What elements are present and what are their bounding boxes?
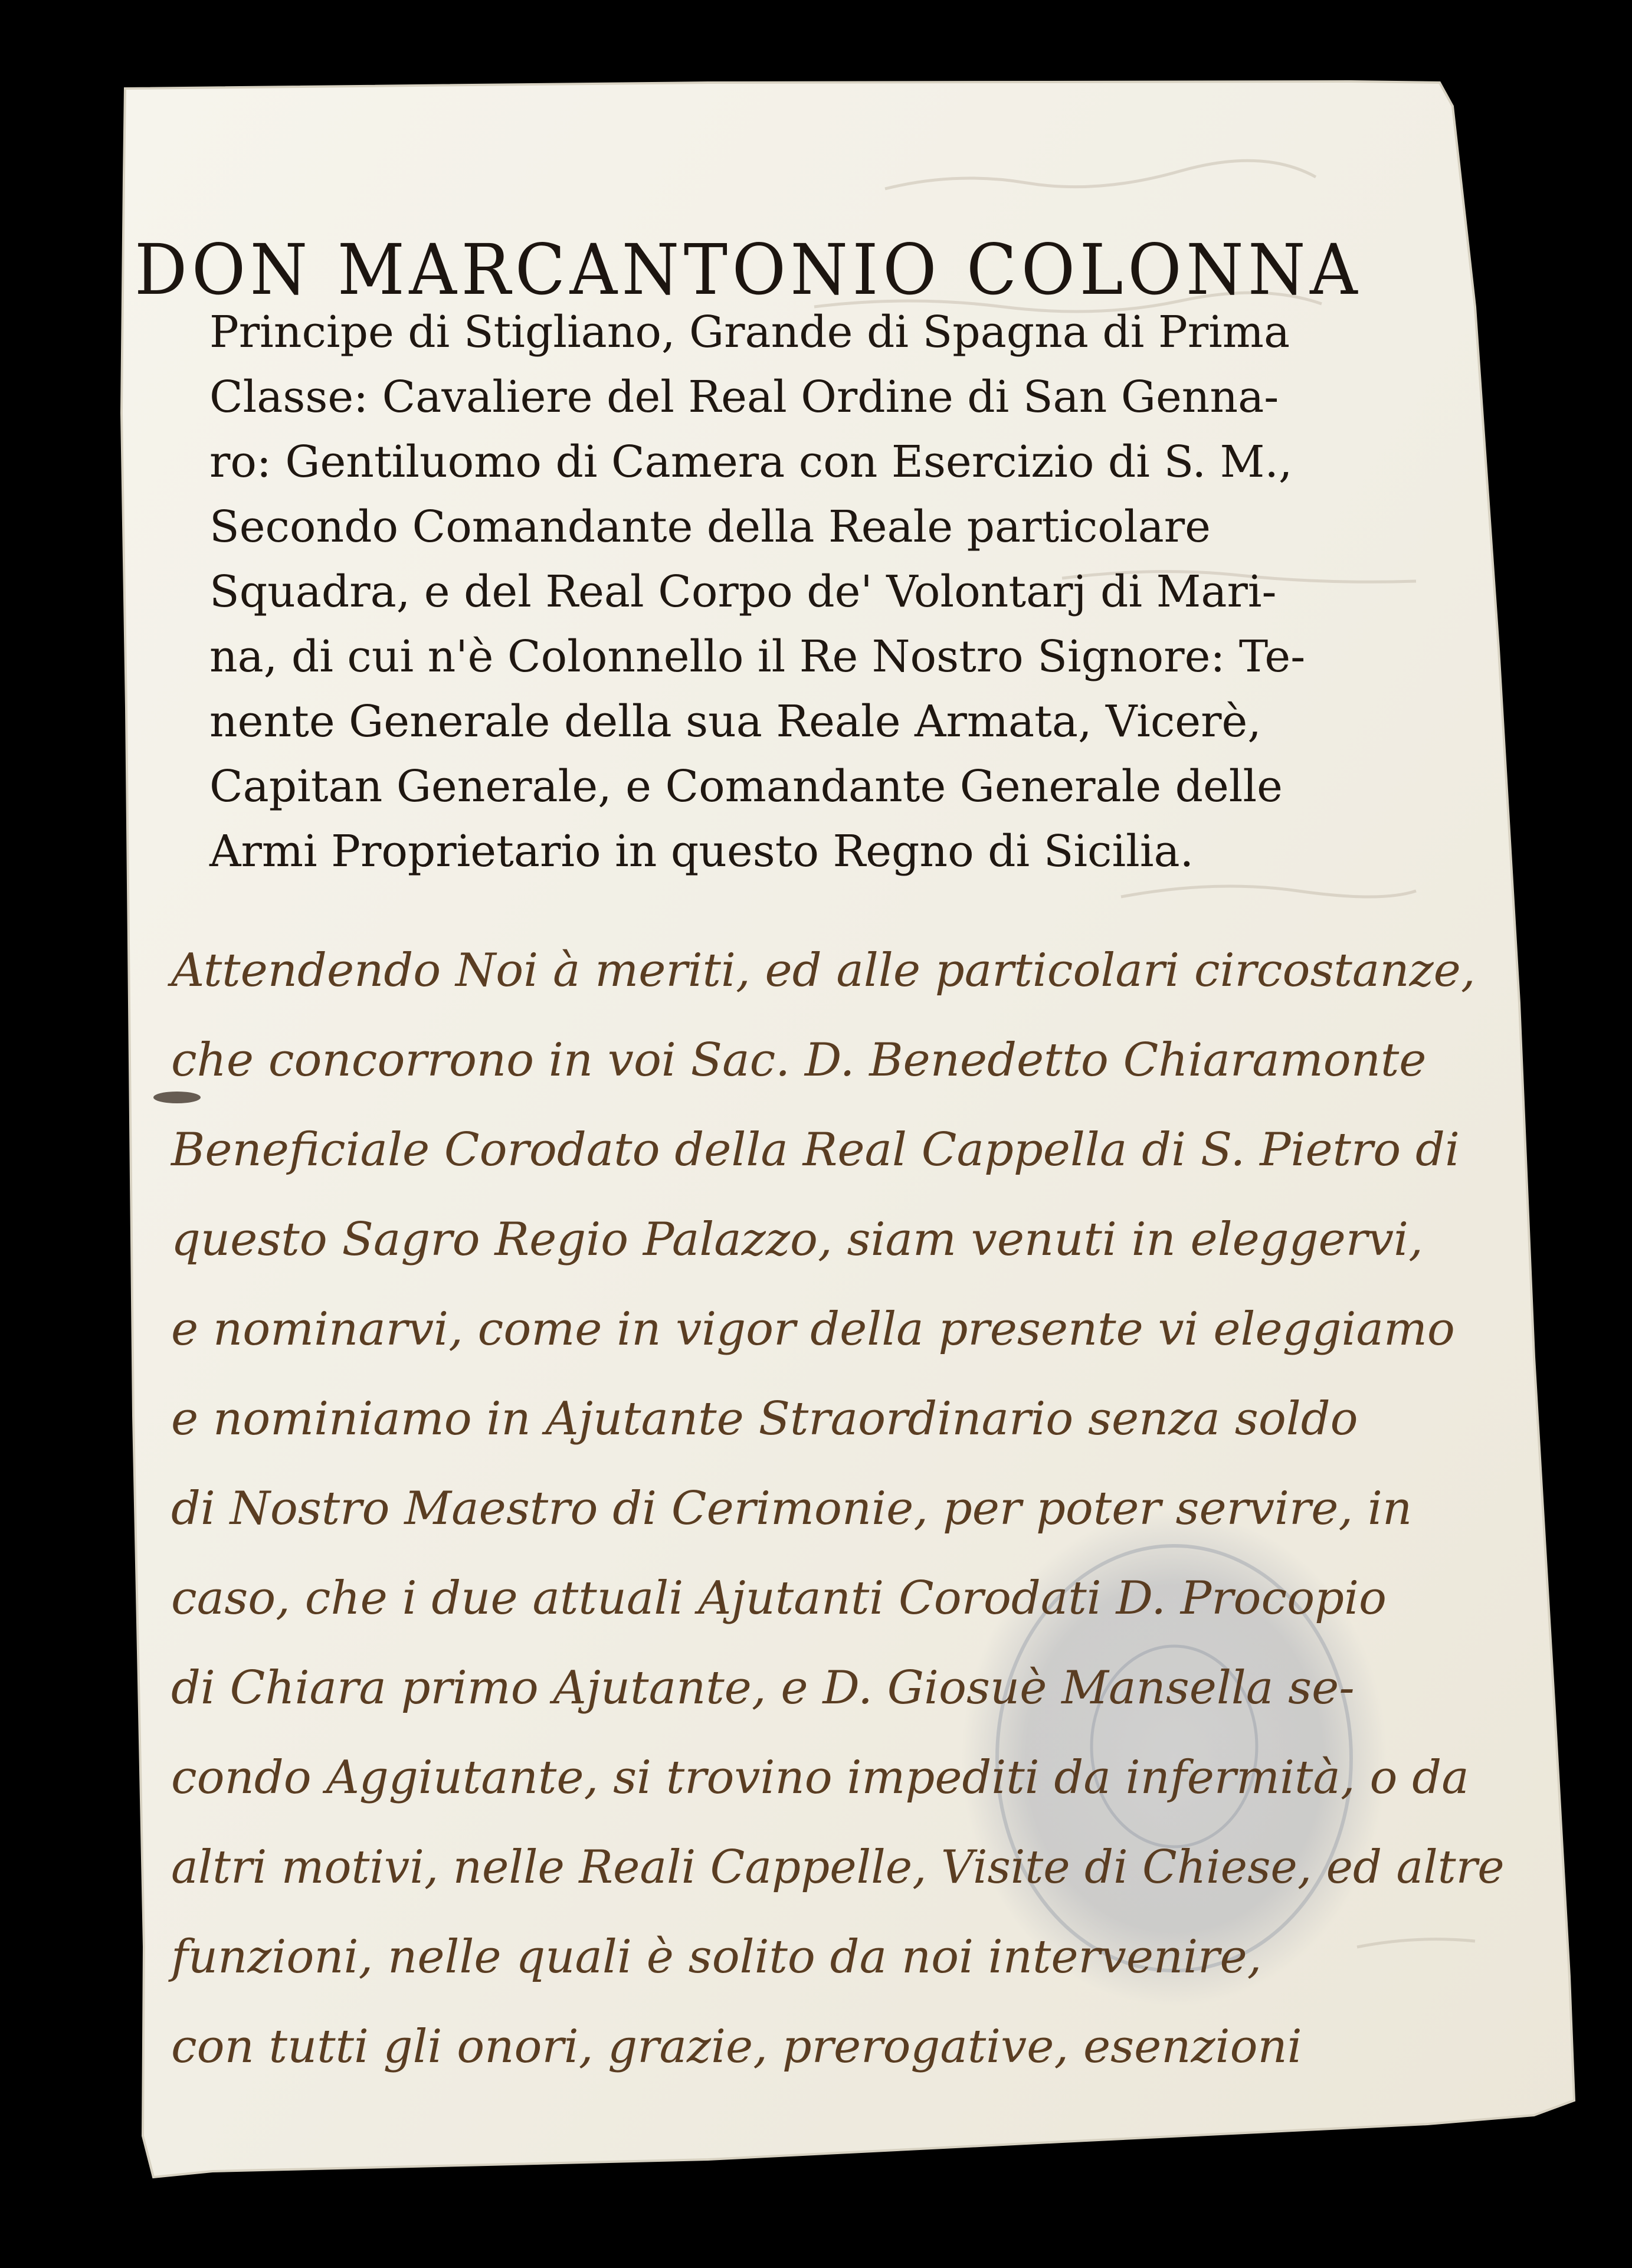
handwritten-line: funzioni, nelle quali è solito da noi intervenire, (171, 1931, 1262, 1984)
printed-line: Capitan Generale, e Comandante Generale delle (209, 761, 1283, 812)
handwritten-line: di Nostro Maestro di Cerimonie, per poter servire, in (171, 1482, 1413, 1535)
printed-line: Squadra, e del Real Corpo de' Volontarj di Mari- (209, 566, 1277, 617)
handwritten-line: altri motivi, nelle Reali Cappelle, Visite di Chiese, ed altre (171, 1841, 1505, 1894)
document-heading: DON MARCANTONIO COLONNA (135, 229, 1362, 310)
handwritten-line: Attendendo Noi à meriti, ed alle particolari circostanze, (171, 944, 1476, 997)
printed-line: na, di cui n'è Colonnello il Re Nostro Signore: Te- (209, 631, 1306, 682)
printed-line: Armi Proprietario in questo Regno di Sicilia. (209, 826, 1194, 877)
handwritten-line: caso, che i due attuali Ajutanti Corodati D. Procopio (171, 1572, 1387, 1625)
handwritten-line: Beneficiale Corodato della Real Cappella di S. Pietro di (171, 1123, 1460, 1176)
printed-line: Principe di Stigliano, Grande di Spagna di Prima (209, 307, 1290, 358)
handwritten-line: e nominiamo in Ajutante Straordinario senza soldo (171, 1392, 1358, 1446)
printed-line: nente Generale della sua Reale Armata, Vicerè, (209, 696, 1261, 747)
handwritten-line: che concorrono in voi Sac. D. Benedetto Chiaramonte (171, 1034, 1427, 1087)
ink-smudge (153, 1092, 201, 1103)
printed-line: Secondo Comandante della Reale particolare (209, 502, 1211, 552)
handwritten-line: questo Sagro Regio Palazzo, siam venuti in eleggervi, (171, 1213, 1423, 1266)
handwritten-line: di Chiara primo Ajutante, e D. Giosuè Mansella se- (171, 1661, 1355, 1715)
handwritten-line: condo Aggiutante, si trovino impediti da infermità, o da (171, 1751, 1469, 1804)
printed-line: Classe: Cavaliere del Real Ordine di San Genna- (209, 372, 1279, 422)
handwritten-line: e nominarvi, come in vigor della presente vi eleggiamo (171, 1303, 1455, 1356)
printed-line: ro: Gentiluomo di Camera con Esercizio di S. M., (209, 437, 1293, 487)
handwritten-line: con tutti gli onori, grazie, prerogative, esenzioni (171, 2020, 1302, 2073)
